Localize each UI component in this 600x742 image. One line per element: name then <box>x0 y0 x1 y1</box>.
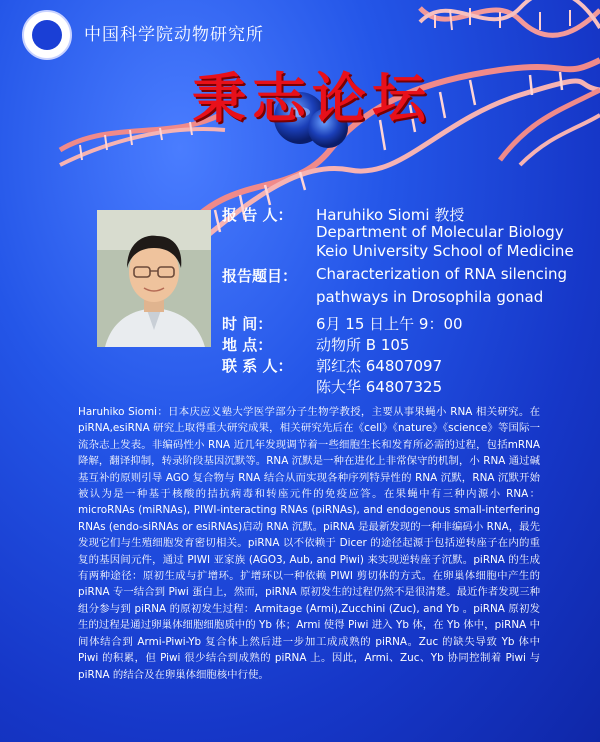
contact-person-2: 陈大华 64807325 <box>316 378 443 396</box>
speaker-portrait-graphic <box>97 210 211 347</box>
speaker-photo <box>97 210 211 347</box>
place-label: 地 点： <box>222 336 273 354</box>
time-label: 时 间： <box>222 315 273 333</box>
time-value: 6月 15 日上午 9：00 <box>316 315 463 333</box>
topic-line-2: pathways in Drosophila gonad <box>316 288 544 306</box>
forum-title: 秉志论坛 <box>192 66 432 130</box>
speaker-description: Haruhiko Siomi：日本庆应义塾大学医学部分子生物学教授，主要从事果蝇小 RNA 相关研究。在 piRNA,esiRNA 研究上取得重大研究成果，相关研究先后在《cell》《nature》《science》等国际一流杂志上发表。非编码性小 RNA 近几年发现调节着一些细胞生长和发育所必需的过程，包括mRNA降解，翻译抑制，转录阶段基因沉默等。RNA 沉默是一种在进化上非常保守的机制，小 RNA 通过碱基互补的原则引导 AGO 复合物与 RNA 结合从而实现各种序列特异性的 RNA 沉默，RNA 沉默开始被认为是一种基于核酸的拮抗病毒和转座元件的免疫应答。在果蝇中有三种内源小 RNA：microRNAs (miRNAs), PIWI-interacting RNAs (piRNAs), and endogenous small-interfering RNAs (endo-siRNAs or esiRNAs)启动 RNA 沉默。piRNA 是最新发现的一种非编码小 RNA，最先发现它们与生殖细胞发育密切相关。piRNA 以不依赖于 Dicer 的途径起源于包括逆转座子在内的重复的基因间元件，通过 PIWI 亚家族 (AGO3, Aub, and Piwi) 来实现逆转座子沉默。piRNA 的生成有两种途径：原初生成与扩增环。扩增环以一种依赖 PIWI 剪切体的方式。在卵巢体细胞中产生的 piRNA 专一结合到 Piwi 蛋白上，然而，piRNA 原初发生的过程仍然不是很清楚。最近作者发现三种组分参与到 piRNA 的原初发生过程：Armitage (Armi),Zucchini (Zuc), and Yb 。piRNA 原初发生的过程是通过卵巢体细胞细胞质中的 Yb 体；Armi 使得 Piwi 进入 Yb 体，在 Yb 体中，piRNA 中间体结合到 Armi-Piwi-Yb 复合体上然后进一步加工成成熟的 piRNA。Zuc 的缺失导致 Yb 体中 Piwi 的积累，但 Piwi 很少结合到成熟的 piRNA 上。因此，Armi、Zuc、Yb 协同控制着 Piwi 与 piRNA 的结合及在卵巢体细胞核中行使。 <box>78 406 540 681</box>
speaker-affiliation-1: Department of Molecular Biology <box>316 223 564 241</box>
speaker-name: Haruhiko Siomi 教授 <box>316 206 465 224</box>
institute-logo <box>22 10 72 60</box>
topic-line-1: Characterization of RNA silencing <box>316 265 568 283</box>
institute-name: 中国科学院动物研究所 <box>84 25 264 45</box>
topic-label: 报告题目： <box>222 267 298 285</box>
contact-person-1: 郭红杰 64807097 <box>316 357 443 375</box>
logo-emblem <box>32 20 62 50</box>
speaker-label: 报 告 人： <box>222 206 293 224</box>
speaker-affiliation-2: Keio University School of Medicine <box>316 242 574 260</box>
place-value: 动物所 B 105 <box>316 336 410 354</box>
contact-label: 联 系 人： <box>222 357 293 375</box>
